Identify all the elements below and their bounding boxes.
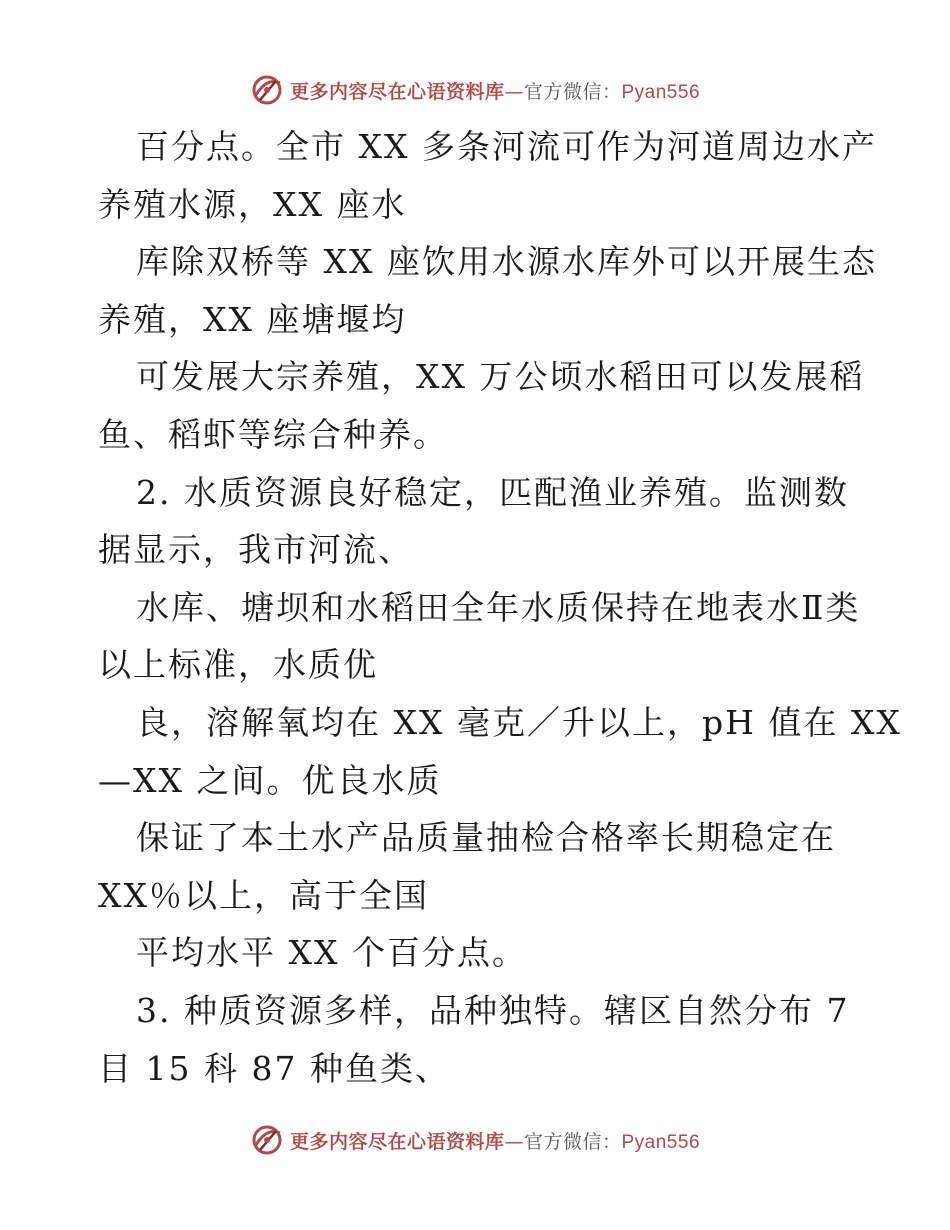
header-banner-text [290,77,700,104]
text-line: 3. 种质资源多样，品种独特。辖区自然分布 7 [136,990,850,1030]
banner-handle: Pyan556 [621,81,701,103]
text-line: 目 15 科 87 种鱼类、 [98,1048,450,1088]
brand-logo-icon [250,73,284,107]
text-line: 平均水平 XX 个百分点。 [136,933,527,973]
brand-logo-icon [250,1123,284,1157]
document-body [98,118,902,1097]
banner-label: 官方微信： [523,80,622,103]
text-line: 可发展大宗养殖，XX 万公顷水稻田可以发展稻 [136,357,865,397]
banner-brand: 更多内容尽在心语资料库 [289,1130,505,1153]
text-line: 养殖水源，XX 座水 [98,184,407,224]
header-banner-inner [250,73,700,107]
text-line: 据显示，我市河流、 [98,530,413,570]
footer-banner-inner [250,1123,700,1157]
text-line: 良，溶解氧均在 XX 毫克／升以上，pH 值在 XX [136,702,902,742]
text-line: 鱼、稻虾等综合种养。 [98,414,448,454]
text-line: 以上标准，水质优 [98,645,378,685]
text-line: 保证了本土水产品质量抽检合格率长期稳定在 [136,818,836,858]
text-line: 养殖，XX 座塘堰均 [98,299,407,339]
text-line: 库除双桥等 XX 座饮用水源水库外可以开展生态 [136,242,877,282]
banner-dash: — [504,1130,524,1153]
header-banner [0,70,950,110]
text-line: 百分点。全市 XX 多条河流可作为河道周边水产 [136,127,877,166]
text-line: XX％以上，高于全国 [98,875,429,915]
footer-banner [0,1120,950,1160]
banner-handle: Pyan556 [621,1131,701,1153]
text-line: 2. 水质资源良好稳定，匹配渔业养殖。监测数 [136,472,849,512]
text-line: —XX 之间。优良水质 [98,760,442,800]
text-line: 水库、塘坝和水稻田全年水质保持在地表水Ⅱ类 [136,587,861,627]
banner-label: 官方微信： [523,1130,622,1153]
footer-banner-text [290,1127,700,1154]
banner-dash: — [504,80,524,103]
banner-brand: 更多内容尽在心语资料库 [289,80,505,103]
